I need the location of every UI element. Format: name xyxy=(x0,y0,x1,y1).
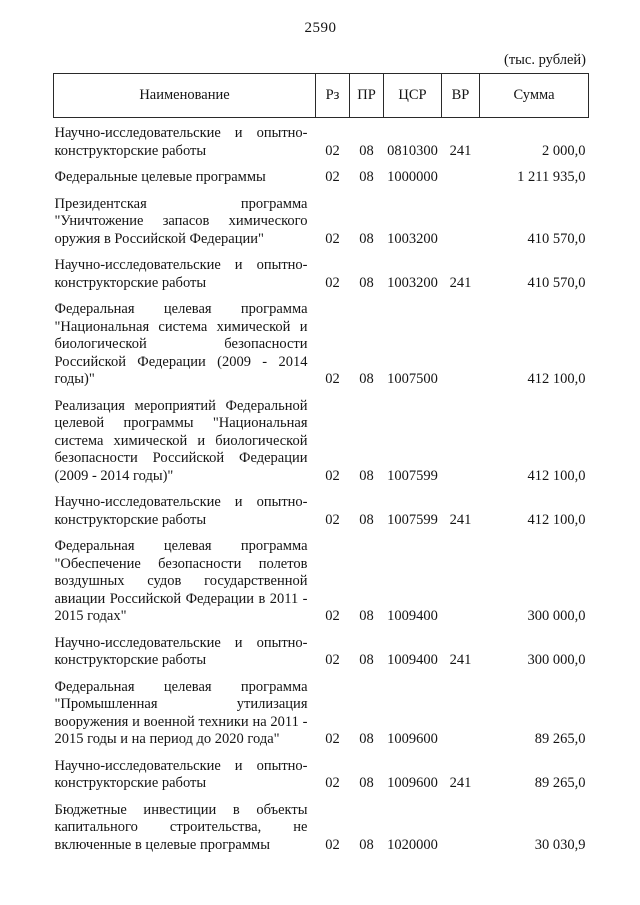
cell-rz: 02 xyxy=(325,371,340,387)
cell-csr: 1020000 xyxy=(387,836,438,853)
cell-rz: 02 xyxy=(325,274,340,291)
cell-pr: 08 xyxy=(359,142,374,159)
cell-vr xyxy=(442,674,480,753)
table-row xyxy=(54,674,589,753)
cell-vr: 241 xyxy=(449,142,472,159)
cell-csr: 0810300 xyxy=(387,142,438,159)
header-name: Наименование xyxy=(54,74,316,118)
table-row xyxy=(54,393,589,490)
cell-vr: 241 xyxy=(449,511,472,528)
table-row xyxy=(54,753,589,797)
cell-vr: 241 xyxy=(449,274,472,291)
units-note: (тыс. рублей) xyxy=(504,52,586,68)
cell-pr: 08 xyxy=(359,511,374,528)
cell-sum: 300 000,0 xyxy=(527,608,586,624)
cell-csr: 1007599 xyxy=(387,511,438,528)
cell-pr: 08 xyxy=(359,775,374,791)
cell-sum: 412 100,0 xyxy=(527,511,586,528)
cell-csr: 1009400 xyxy=(387,652,438,668)
cell-vr xyxy=(442,297,480,394)
cell-csr: 1009400 xyxy=(387,608,438,624)
cell-rz: 02 xyxy=(325,652,340,668)
cell-name: Бюджетные инвестиции в объекты капитального строительства, не включенные в целевые программы xyxy=(54,801,308,853)
cell-csr: 1003200 xyxy=(387,230,438,247)
cell-sum: 412 100,0 xyxy=(527,467,586,484)
table-row xyxy=(54,797,589,859)
cell-name: Научно-исследовательские и опытно-конструкторские работы xyxy=(54,757,308,791)
cell-csr: 1009600 xyxy=(387,775,438,791)
cell-sum: 89 265,0 xyxy=(534,775,586,791)
cell-csr: 1000000 xyxy=(387,169,438,185)
table-row xyxy=(54,490,589,534)
cell-name: Федеральные целевые программы xyxy=(54,169,266,185)
cell-rz: 02 xyxy=(325,731,340,747)
table-row xyxy=(54,534,589,631)
page-number: 2590 xyxy=(304,20,337,36)
cell-csr: 1007599 xyxy=(387,467,438,484)
cell-name: Научно-исследовательские и опытно-конструкторские работы xyxy=(54,125,308,159)
cell-sum: 89 265,0 xyxy=(534,731,586,747)
cell-name: Научно-исследовательские и опытно-конструкторские работы xyxy=(54,634,308,668)
table-header-row xyxy=(54,74,589,118)
cell-sum: 410 570,0 xyxy=(527,274,586,291)
cell-rz: 02 xyxy=(325,467,340,484)
cell-name: Федеральная целевая программа "Национальная система химической и биологической безопасности Российской Федерации (2009 - 2014 годы)" xyxy=(54,301,308,387)
header-csr: ЦСР xyxy=(384,74,442,118)
table-row xyxy=(54,297,589,394)
cell-pr: 08 xyxy=(359,230,374,247)
cell-pr: 08 xyxy=(359,371,374,387)
cell-sum: 30 030,9 xyxy=(534,836,586,853)
cell-vr: 241 xyxy=(449,775,472,791)
table-row xyxy=(54,165,589,192)
cell-csr: 1009600 xyxy=(387,731,438,747)
cell-vr xyxy=(442,797,480,859)
cell-rz: 02 xyxy=(325,230,340,247)
cell-sum: 410 570,0 xyxy=(527,230,586,247)
header-rz: Рз xyxy=(316,74,350,118)
cell-name: Федеральная целевая программа "Обеспечение безопасности полетов воздушных судов государственной авиации Российской Федерации в 2011 - 2015 годах" xyxy=(54,538,308,624)
cell-sum: 1 211 935,0 xyxy=(517,169,586,185)
budget-table xyxy=(53,73,589,859)
cell-name: Научно-исследовательские и опытно-конструкторские работы xyxy=(54,257,308,291)
cell-name: Реализация мероприятий Федеральной целевой программы "Национальная система химической и биологической безопасности Российской Федерации (2009 - 2014 годы)" xyxy=(54,397,308,484)
cell-vr xyxy=(442,165,480,192)
cell-pr: 08 xyxy=(359,467,374,484)
cell-vr: 241 xyxy=(449,652,472,668)
cell-rz: 02 xyxy=(325,608,340,624)
cell-pr: 08 xyxy=(359,274,374,291)
header-sum: Сумма xyxy=(480,74,589,118)
cell-csr: 1007500 xyxy=(387,371,438,387)
cell-rz: 02 xyxy=(325,169,340,185)
table-row xyxy=(54,630,589,674)
table-row xyxy=(54,253,589,297)
cell-pr: 08 xyxy=(359,652,374,668)
cell-sum: 2 000,0 xyxy=(542,142,586,159)
cell-vr xyxy=(442,534,480,631)
cell-sum: 300 000,0 xyxy=(527,652,586,668)
cell-csr: 1003200 xyxy=(387,274,438,291)
header-vr: ВР xyxy=(442,74,480,118)
table-row xyxy=(54,118,589,165)
cell-pr: 08 xyxy=(359,836,374,853)
cell-name: Научно-исследовательские и опытно-конструкторские работы xyxy=(54,494,308,528)
cell-rz: 02 xyxy=(325,511,340,528)
cell-name: Президентская программа "Уничтожение запасов химического оружия в Российской Федерации" xyxy=(54,195,308,247)
table-header xyxy=(54,74,589,118)
cell-pr: 08 xyxy=(359,169,374,185)
cell-vr xyxy=(442,191,480,253)
cell-name: Федеральная целевая программа "Промышленная утилизация вооружения и военной техники на 2011 - 2015 годы и на период до 2020 года" xyxy=(54,678,308,747)
cell-sum: 412 100,0 xyxy=(527,371,586,387)
cell-rz: 02 xyxy=(325,775,340,791)
cell-pr: 08 xyxy=(359,608,374,624)
cell-rz: 02 xyxy=(325,836,340,853)
table-body xyxy=(54,118,589,859)
cell-rz: 02 xyxy=(325,142,340,159)
table-row xyxy=(54,191,589,253)
header-pr: ПР xyxy=(350,74,384,118)
cell-pr: 08 xyxy=(359,731,374,747)
cell-vr xyxy=(442,393,480,490)
